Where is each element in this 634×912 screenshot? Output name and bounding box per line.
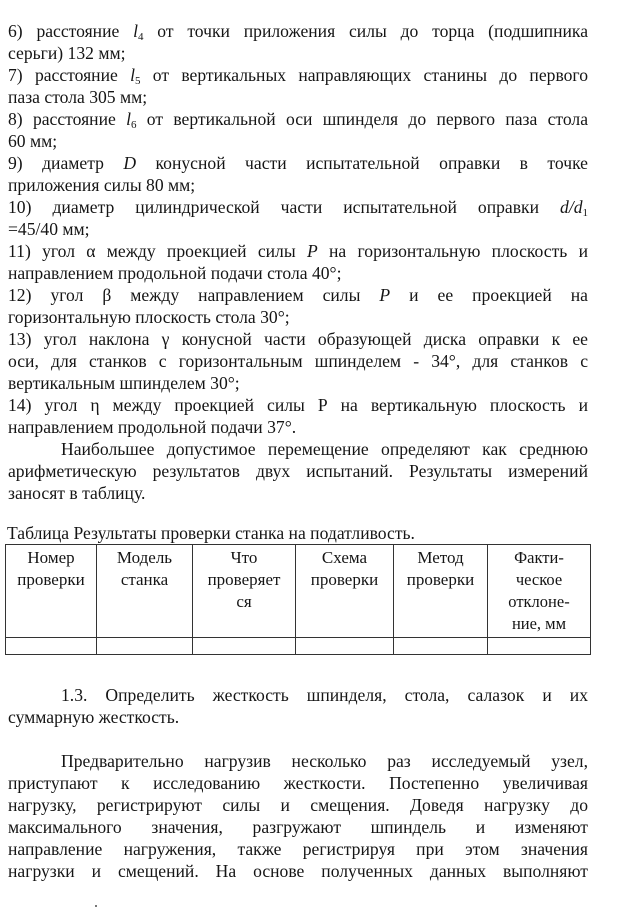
table-cell (193, 638, 296, 655)
table-cell (394, 638, 488, 655)
paragraph-2-line-1: Предварительно нагрузив несколько раз исследуемый узел, (61, 751, 588, 771)
list-item-9-line-2: приложения силы 80 мм; (8, 175, 196, 195)
table-cell (296, 638, 394, 655)
table-cell (488, 638, 591, 655)
list-item-14-line-1: 14) угол η между проекцией силы Р на вертикальную плоскость и (8, 395, 588, 415)
list-item-7-line-1: 7) расстояние $l_5$ от вертикальных направляющих станины до первого (8, 65, 588, 87)
list-item-12-line-2: горизонтальную плоскость стола 30°; (8, 307, 290, 327)
list-item-13-line-1: 13) угол наклона γ конусной части образующей диска оправки к ее (8, 329, 588, 349)
header-cell-model: Модель станка (97, 545, 193, 638)
header-cell-number: Номер проверки (6, 545, 97, 638)
list-item-11-line-2: направлением продольной подачи стола 40°; (8, 263, 342, 283)
list-item-8-line-2: 60 мм; (8, 131, 58, 151)
list-item-10-line-2: =45/40 мм; (8, 219, 90, 239)
list-item-11-line-1: 11) угол α между проекцией силы P на горизонтальную плоскость и (8, 241, 588, 261)
list-item-6-line-1: 6) расстояние $l_4$ от точки приложения силы до торца (подшипника (8, 21, 588, 43)
header-cell-deviation: Факти- ческое отклоне- ние, мм (488, 545, 591, 638)
table-cell (6, 638, 97, 655)
list-item-12-line-1: 12) угол β между направлением силы P и ее проекцией на (8, 285, 588, 305)
list-item-10-line-1: 10) диаметр цилиндрической части испытательной оправки $d/d_1$ (8, 197, 588, 219)
paragraph-1-line-3: заносят в таблицу. (8, 483, 146, 503)
table-header-row (6, 545, 591, 638)
section-heading-line-2: суммарную жесткость. (8, 707, 180, 727)
list-item-6-line-2: серьги) 132 мм; (8, 43, 126, 63)
list-item-13-line-2: оси, для станков с горизонтальным шпинделем - 34°, для станков с (8, 351, 588, 371)
table-cell (97, 638, 193, 655)
header-cell-scheme: Схема проверки (296, 545, 394, 638)
section-heading-line-1: 1.3. Определить жесткость шпинделя, стола, салазок и их (61, 685, 588, 705)
table-caption: Таблица Результаты проверки станка на податливость. (7, 523, 415, 543)
results-table (5, 544, 591, 655)
list-item-13-line-3: вертикальным шпинделем 30°; (8, 373, 240, 393)
header-cell-checked: Что проверяет ся (193, 545, 296, 638)
paragraph-1-line-2: арифметическую результатов двух испытаний. Результаты измерений (8, 461, 588, 481)
scan-speck (95, 905, 97, 907)
paragraph-2-line-5: направление нагружения, также регистрируя при этом значения (8, 839, 588, 859)
list-item-8-line-1: 8) расстояние $l_6$ от вертикальной оси шпинделя до первого паза стола (8, 109, 589, 131)
list-item-14-line-2: направлением продольной подачи 37°. (8, 417, 297, 437)
header-cell-method: Метод проверки (394, 545, 488, 638)
paragraph-1-line-1: Наибольшее допустимое перемещение определяют как среднюю (61, 439, 588, 459)
list-item-9-line-1: 9) диаметр D конусной части испытательной оправки в точке (8, 153, 588, 173)
paragraph-2-line-6: нагрузки и смещений. На основе полученных данных выполняют (8, 861, 588, 881)
list-item-7-line-2: паза стола 305 мм; (8, 87, 148, 107)
paragraph-2-line-4: максимального значения, разгружают шпиндель и изменяют (8, 817, 588, 837)
paragraph-2-line-3: нагрузку, регистрируют силы и смещения. Доведя нагрузку до (8, 795, 588, 815)
paragraph-2-line-2: приступают к исследованию жесткости. Постепенно увеличивая (8, 773, 588, 793)
table-row (6, 638, 591, 655)
